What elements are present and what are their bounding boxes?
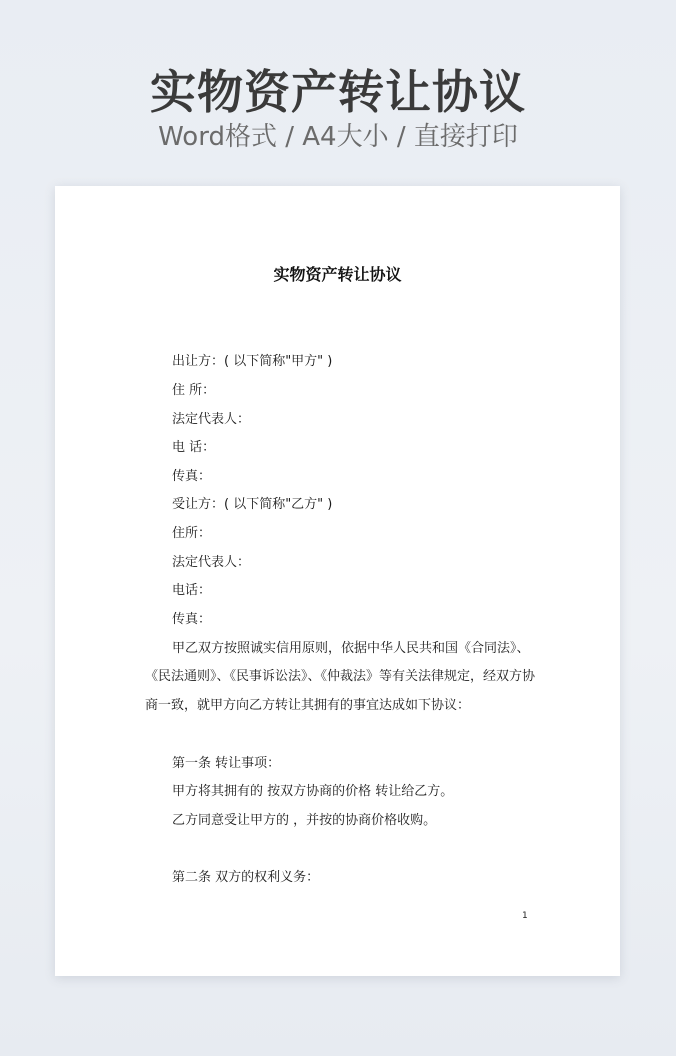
party-a-legal-rep: 法定代表人： <box>172 412 251 427</box>
banner-title: 实物资产转让协议 <box>150 65 526 119</box>
article-1-heading: 第一条 转让事项： <box>172 756 281 771</box>
preamble-line-2: 《民法通则》、《民事诉讼法》、《仲裁法》等有关法律规定，经双方协 <box>145 669 536 684</box>
document-title: 实物资产转让协议 <box>273 265 402 284</box>
banner-subtitle: Word格式 / A4大小 / 直接打印 <box>158 122 518 152</box>
article-1-line-2: 乙方同意受让甲方的 ，并按的协商价格收购。 <box>172 813 437 828</box>
party-b-legal-rep: 法定代表人： <box>172 555 251 570</box>
party-b-phone: 电话： <box>172 583 212 598</box>
preamble-line-1: 甲乙双方按照诚实信用原则，依据中华人民共和国《合同法》、 <box>172 641 530 656</box>
party-b-address: 住所： <box>172 526 212 541</box>
article-1-line-1: 甲方将其拥有的 按双方协商的价格 转让给乙方。 <box>172 784 454 799</box>
preamble-line-3: 商一致，就甲方向乙方转让其拥有的事宜达成如下协议： <box>145 698 471 713</box>
party-b-fax: 传真： <box>172 612 212 627</box>
document-page <box>55 186 620 976</box>
party-a-fax: 传真： <box>172 469 212 484</box>
party-a-phone: 电 话： <box>172 440 216 455</box>
page-number: 1 <box>522 911 528 921</box>
article-2-heading: 第二条 双方的权利义务： <box>172 870 320 885</box>
party-b-heading: 受让方：( 以下简称"乙方" ) <box>172 497 333 512</box>
party-a-address: 住 所： <box>172 383 216 398</box>
party-a-heading: 出让方：( 以下简称"甲方" ) <box>172 354 333 369</box>
